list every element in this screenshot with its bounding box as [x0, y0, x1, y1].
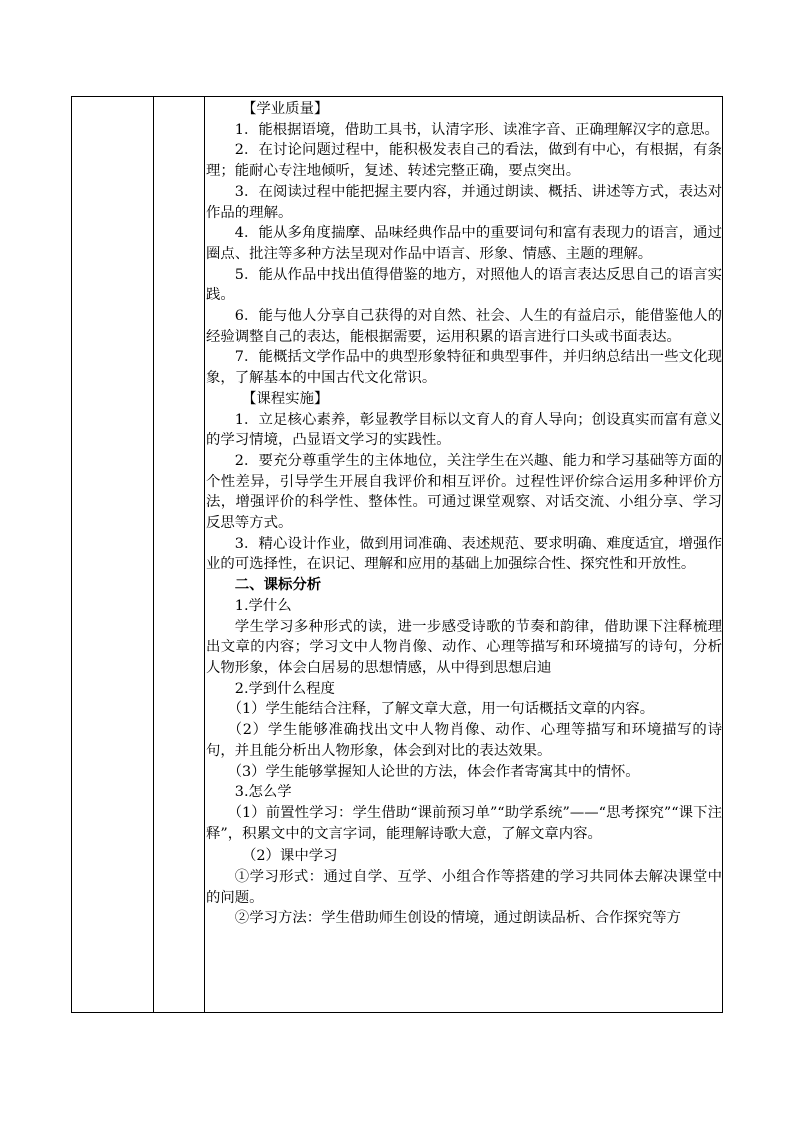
section-title-analysis: 二、课标分析 — [234, 576, 322, 594]
implementation-item: 1．立足核心素养，彰显教学目标以文育人的育人导向；创设真实而富有意义的学习情境，凸显语文学习的实践性。 — [206, 411, 722, 449]
quality-item: 7．能概括文学作品中的典型形象特征和典型事件，并归纳总结出一些文化现象，了解基本的中国古代文化常识。 — [206, 349, 722, 387]
analysis-degree-item: （2）学生能够准确找出文中人物肖像、动作、心理等描写和环境描写的诗句，并且能分析出人物形象，体会到对比的表达效果。 — [206, 722, 722, 759]
quality-item: 6．能与他人分享自己获得的对自然、社会、人生的有益启示，能借鉴他人的经验调整自己的表达，能根据需要，运用积累的语言进行口头或书面表达。 — [206, 308, 722, 345]
table-content-cell — [206, 99, 722, 929]
analysis-how-pre: （1）前置性学习：学生借助“课前预习单”“助学系统”——“思考探究”“课下注释”，积累文中的文言字词，能理解诗歌大意，了解文章内容。 — [206, 804, 722, 842]
analysis-how-class-item: ①学习形式：通过自学、互学、小组合作等搭建的学习共同体去解决课堂中的问题。 — [206, 869, 722, 906]
analysis-how-title: 3.怎么学 — [234, 784, 292, 801]
analysis-how-class-item: ②学习方法：学生借助师生创设的情境，通过朗读品析、合作探究等方 — [234, 910, 681, 927]
quality-item: 1．能根据语境，借助工具书，认清字形、读准字音、正确理解汉字的意思。 — [234, 121, 719, 138]
quality-item: 5．能从作品中找出值得借鉴的地方，对照他人的语言表达反思自己的语言实践。 — [206, 266, 722, 304]
document-table — [71, 96, 723, 1013]
quality-item: 2．在讨论问题过程中，能积极发表自己的看法，做到有中心，有根据，有条理；能耐心专注地倾听，复述、转述完整正确，要点突出。 — [206, 142, 722, 180]
analysis-degree-item: （3）学生能够掌握知人论世的方法，体会作者寄寓其中的情怀。 — [227, 763, 640, 780]
analysis-what-text: 学生学习多种形式的读，进一步感受诗歌的节奏和韵律，借助课下注释梳理出文章的内容；学习文中人物肖像、动作、心理等描写和环境描写的诗句，分析人物形象，体会白居易的思想情感，从中得到思想启迪 — [206, 618, 722, 676]
analysis-what-title: 1.学什么 — [234, 597, 292, 614]
section-title-implementation: 【课程实施】 — [242, 390, 329, 407]
table-column-divider — [153, 97, 154, 1012]
analysis-how-class-title: （2）课中学习 — [242, 848, 338, 865]
section-title-quality: 【学业质量】 — [242, 101, 329, 117]
table-column-divider — [204, 97, 205, 1012]
quality-item: 3．在阅读过程中能把握主要内容，并通过朗读、概括、讲述等方式，表达对作品的理解。 — [206, 183, 722, 221]
quality-item: 4．能从多角度揣摩、品味经典作品中的重要词句和富有表现力的语言，通过圈点、批注等多种方法呈现对作品中语言、形象、情感、主题的理解。 — [206, 225, 722, 262]
implementation-item: 3．精心设计作业，做到用词准确、表述规范、要求明确、难度适宜，增强作业的可选择性，在识记、理解和应用的基础上加强综合性、探究性和开放性。 — [206, 535, 722, 573]
implementation-item: 2．要充分尊重学生的主体地位，关注学生在兴趣、能力和学习基础等方面的个性差异，引导学生开展自我评价和相互评价。过程性评价综合运用多种评价方法，增强评价的科学性、整体性。可通过课堂观察、对话交流、小组分享、学习反思等方式。 — [206, 452, 722, 532]
analysis-degree-title: 2.学到什么程度 — [234, 680, 335, 697]
analysis-degree-item: （1）学生能结合注释，了解文章大意，用一句话概括文章的内容。 — [227, 701, 655, 718]
